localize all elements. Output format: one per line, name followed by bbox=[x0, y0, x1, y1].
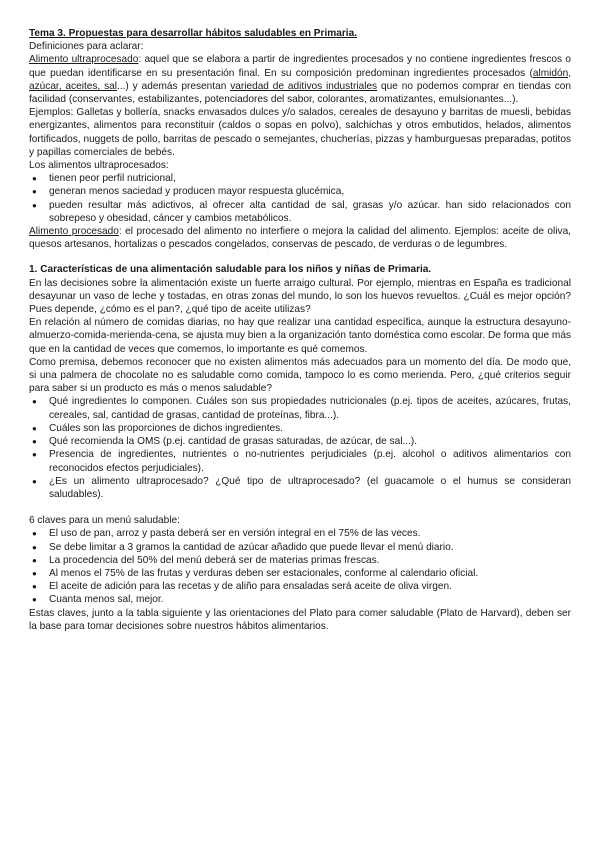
list-item: ● El uso de pan, arroz y pasta deberá ser en versión integral en el 75% de las veces. bbox=[29, 527, 571, 540]
definitions-intro: Definiciones para aclarar: bbox=[29, 41, 144, 53]
document-page bbox=[29, 27, 571, 633]
list-item: ● Se debe limitar a 3 gramos la cantidad de azúcar añadido que puede llevar el menú diario. bbox=[29, 541, 571, 554]
list-item: ● Qué recomienda la OMS (p.ej. cantidad de grasas saturadas, de azúcar, de sal...). bbox=[29, 435, 571, 448]
criteria-list bbox=[29, 395, 571, 501]
list-item: ● Qué ingredientes lo componen. Cuáles son sus propiedades nutricionales (p.ej. tipos de aceites, azúcares, frutas, cereales, sal, cantidad de grasas, cantidad de proteínas, fibra...). bbox=[29, 395, 571, 421]
paragraph: En las decisiones sobre la alimentación existe un fuerte arraigo cultural. Por ejemplo, mientras en España es tradicional desayunar un vaso de leche y tostadas, en otras zonas del mundo, lo son los huevos revueltos. ¿Cuál es mejor opción? Pues depende, ¿cómo es el pan?, ¿qué tipo de aceite utilizas? bbox=[29, 277, 571, 316]
ultraprocessed-list bbox=[29, 172, 571, 225]
ultraprocessed-intro: Los alimentos ultraprocesados: bbox=[29, 160, 169, 172]
list-item: ● La procedencia del 50% del menú deberá ser de materias primas frescas. bbox=[29, 554, 571, 567]
section-heading: 1. Características de una alimentación saludable para los niños y niñas de Primaria. bbox=[29, 264, 432, 276]
paragraph: Como premisa, debemos reconocer que no existen alimentos más adecuados para un momento del día. De modo que, si una palmera de chocolate no es saludable como comida, tampoco lo es como merienda. Pero, ¿qué criterios seguir para saber si un producto es más o menos saludable? bbox=[29, 356, 571, 395]
term-processed: Alimento procesado bbox=[29, 226, 119, 238]
definition-ultraprocessed: Alimento ultraprocesado: aquel que se elabora a partir de ingredientes procesados y no contiene ingredientes frescos o que puedan identificarse en su presentación final. En su composición predominan ingredientes procesados (almidón, azúcar, aceites, sal...) y además presentan variedad de aditivos industriales que no podemos comprar en tiendas con facilidad (conservantes, estabilizantes, potenciadores del sabor, colorantes, aromatizantes, emulsionantes...). bbox=[29, 54, 572, 106]
list-item: ● Cuanta menos sal, mejor. bbox=[29, 593, 571, 606]
list-item: ● tienen peor perfil nutricional, bbox=[29, 172, 571, 185]
closing-paragraph: Estas claves, junto a la tabla siguiente y las orientaciones del Plato para comer saludable (Plato de Harvard), deben ser la base para tomar decisiones sobre nuestros hábitos alimentarios. bbox=[29, 607, 571, 632]
term-ultraprocessed: Alimento ultraprocesado bbox=[29, 54, 139, 66]
keys-intro: 6 claves para un menú saludable: bbox=[29, 515, 180, 527]
list-item: ● ¿Es un alimento ultraprocesado? ¿Qué tipo de ultraprocesado? (el guacamole o el humus se consideran saludables). bbox=[29, 475, 571, 501]
list-item: ● Presencia de ingredientes, nutrientes o no-nutrientes perjudiciales (p.ej. alcohol o aditivos alimentarios con reconocidos efectos perjudiciales). bbox=[29, 448, 571, 474]
list-item: ● Cuáles son las proporciones de dichos ingredientes. bbox=[29, 422, 571, 435]
page-title: Tema 3. Propuestas para desarrollar hábitos saludables en Primaria. bbox=[29, 28, 357, 39]
examples-ultraprocessed: Ejemplos: Galletas y bollería, snacks envasados dulces y/o salados, cereales de desayuno y barritas de muesli, bebidas energizantes, alimentos para reconstituir (caldos o sopas en polvo), salchichas y otros embutidos, helados, alimentos fortificados, nuggets de pollo, barritas de pescado o semejantes, chucherías, pizzas y hamburguesas preparadas, potitos y papillas comerciales de bebés. bbox=[29, 107, 571, 158]
definition-processed: Alimento procesado: el procesado del alimento no interfiere o mejora la calidad del alimento. Ejemplos: aceite de oliva, quesos artesanos, hortalizas o pescados congelados, conservas de pescado, de verduras o de legumbres. bbox=[29, 226, 571, 251]
list-item: ● generan menos saciedad y producen mayor respuesta glucémica, bbox=[29, 185, 571, 198]
list-item: ● pueden resultar más adictivos, al ofrecer alta cantidad de sal, grasas y/o azúcar. han sido relacionados con sobrepeso y obesidad, cáncer y cambios metabólicos. bbox=[29, 199, 571, 225]
list-item: ● El aceite de adición para las recetas y de aliño para ensaladas será aceite de oliva virgen. bbox=[29, 580, 571, 593]
paragraph: En relación al número de comidas diarias, no hay que realizar una cantidad específica, aunque la estructura desayuno-almuerzo-comida-merienda-cena, se ajusta muy bien a la organización tanto doméstica como escolar. De forma que más que en la cantidad de veces que comemos, lo importante es qué comemos. bbox=[29, 317, 571, 355]
keys-list bbox=[29, 527, 571, 606]
list-item: ● Al menos el 75% de las frutas y verduras deben ser estacionales, conforme al calendario oficial. bbox=[29, 567, 571, 580]
